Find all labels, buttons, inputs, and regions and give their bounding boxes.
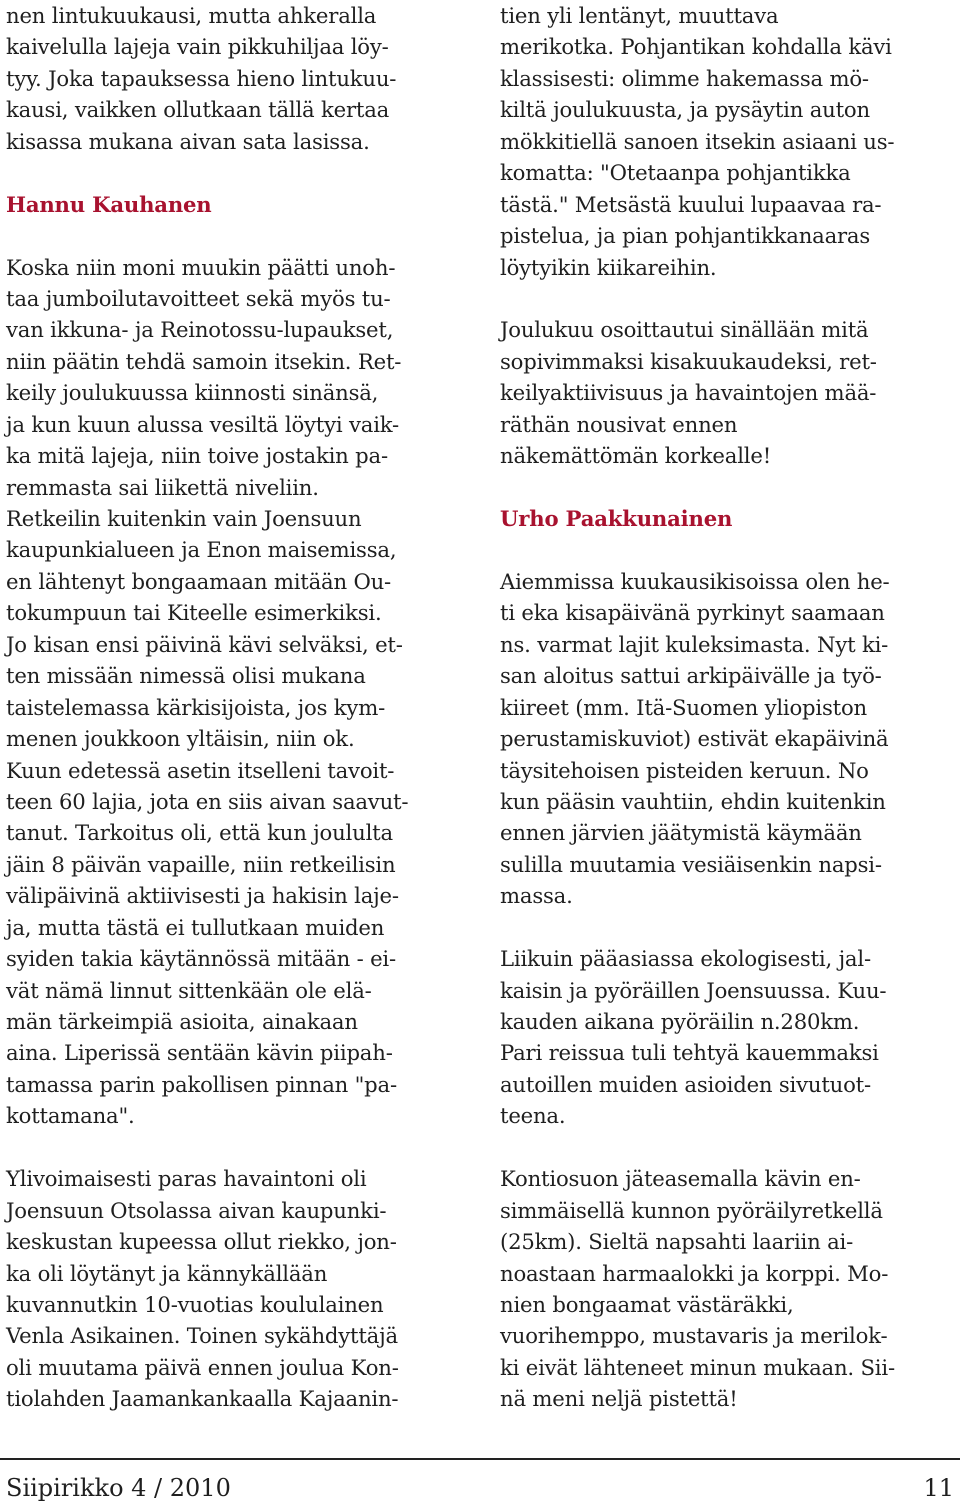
text-line: teen 60 lajia, jota en siis aivan saavut-: [6, 788, 409, 814]
text-line: Kontiosuon jäteasemalla kävin en-: [500, 1166, 861, 1192]
text-line: niin päätin tehdä samoin itsekin. Ret-: [6, 348, 402, 374]
paragraph: [6, 252, 464, 1132]
text-line: oli muutama päivä ennen joulua Kon-: [6, 1354, 399, 1380]
text-line: remmasta sai liikettä niveliin.: [6, 474, 319, 500]
paragraph-spacer: [6, 220, 464, 251]
paragraph-spacer: [6, 1132, 464, 1163]
paragraph-spacer: [500, 912, 956, 943]
text-line: vuorihemppo, mustavaris ja merilok-: [500, 1323, 888, 1349]
text-line: ja, mutta tästä ei tullutkaan muiden: [6, 914, 385, 940]
text-line: kaisin ja pyöräillen Joensuussa. Kuu-: [500, 977, 887, 1003]
text-line: täysitehoisen pisteiden keruun. No: [500, 757, 869, 783]
right-column: [500, 0, 956, 1415]
text-line: keskustan kupeessa ollut riekko, jon-: [6, 1229, 397, 1255]
paragraph: [6, 1163, 464, 1415]
text-line: ka mitä lajeja, niin toive jostakin pa-: [6, 443, 388, 469]
text-line: ten missään nimessä olisi mukana: [6, 663, 366, 689]
text-line: tanut. Tarkoitus oli, että kun joululta: [6, 820, 393, 846]
text-line: ki eivät lähteneet minun mukaan. Sii-: [500, 1354, 895, 1380]
text-line: perustamiskuviot) estivät ekapäivinä: [500, 726, 889, 752]
paragraph-spacer: [500, 472, 956, 503]
text-line: löytyikin kiikareihin.: [500, 254, 717, 280]
text-line: teena.: [500, 1103, 566, 1129]
text-line: keilyaktiivisuus ja havaintojen mää-: [500, 380, 877, 406]
text-line: Koska niin moni muukin päätti unoh-: [6, 254, 396, 280]
paragraph: [500, 1163, 956, 1415]
text-line: klassisesti: olimme hakemassa mö-: [500, 65, 869, 91]
text-line: simmäisellä kunnon pyöräilyretkellä: [500, 1197, 883, 1223]
footer-divider: [0, 1458, 960, 1460]
text-line: van ikkuna- ja Reinotossu-lupaukset,: [6, 317, 394, 343]
text-line: mökkitiellä sanoen itsekin asiaani us-: [500, 128, 895, 154]
text-line: tien yli lentänyt, muuttava: [500, 3, 779, 28]
text-line: kiireet (mm. Itä-Suomen yliopiston: [500, 694, 867, 720]
text-line: menen joukkoon yltäisin, niin ok.: [6, 726, 355, 752]
text-line: ns. varmat lajit kuleksimasta. Nyt ki-: [500, 631, 889, 657]
text-line: jäin 8 päivän vapaille, niin retkeilisin: [6, 851, 396, 877]
text-line: aina. Liperissä sentään kävin piipah-: [6, 1040, 393, 1066]
text-line: merikotka. Pohjantikan kohdalla kävi: [500, 34, 892, 60]
text-line: keily joulukuussa kiinnosti sinänsä,: [6, 380, 379, 406]
text-line: Kuun edetessä asetin itselleni tavoit-: [6, 757, 395, 783]
text-line: näkemättömän korkealle!: [500, 443, 772, 469]
text-line: taistelemassa kärkisijoista, jos kym-: [6, 694, 386, 720]
text-line: kaivelulla lajeja vain pikkuhiljaa löy-: [6, 34, 389, 60]
paragraph-spacer: [500, 534, 956, 565]
text-line: ka oli löytänyt ja kännykällään: [6, 1260, 328, 1286]
text-line: kaupunkialueen ja Enon maisemissa,: [6, 537, 397, 563]
text-line: en lähtenyt bongaamaan mitään Ou-: [6, 568, 392, 594]
text-line: syiden takia käytännössä mitään - ei-: [6, 946, 396, 972]
text-line: massa.: [500, 883, 573, 909]
paragraph-spacer: [500, 283, 956, 314]
text-line: taa jumboilutavoitteet sekä myös tu-: [6, 285, 391, 311]
footer-publication-title: Siipirikko 4 / 2010: [6, 1474, 231, 1502]
text-line: tästä." Metsästä kuului lupaavaa ra-: [500, 191, 882, 217]
paragraph: [500, 0, 956, 283]
text-line: autoillen muiden asioiden sivutuot-: [500, 1071, 871, 1097]
left-column: [6, 0, 464, 1415]
text-line: män tärkeimpiä asioita, ainakaan: [6, 1009, 358, 1034]
text-line: Jo kisan ensi päivinä kävi selväksi, et-: [6, 631, 403, 657]
text-line: Ylivoimaisesti paras havaintoni oli: [6, 1166, 367, 1192]
text-line: nien bongaamat västäräkki,: [500, 1291, 794, 1317]
text-line: (25km). Sieltä napsahti laariin ai-: [500, 1229, 854, 1255]
text-line: Pari reissua tuli tehtyä kauemmaksi: [500, 1040, 879, 1066]
text-line: Joensuun Otsolassa aivan kaupunki-: [6, 1197, 387, 1223]
footer-page-number: 11: [923, 1474, 954, 1502]
paragraph: [500, 314, 956, 471]
text-line: kottamana".: [6, 1103, 135, 1129]
section-heading: Urho Paakkunainen: [500, 506, 733, 531]
text-line: Venla Asikainen. Toinen sykähdyttäjä: [6, 1323, 398, 1349]
text-line: tyy. Joka tapauksessa hieno lintukuu-: [6, 65, 397, 91]
text-line: Aiemmissa kuukausikisoissa olen he-: [500, 568, 890, 594]
text-line: vät nämä linnut sittenkään ole elä-: [6, 977, 372, 1003]
text-line: nen lintukuukausi, mutta ahkeralla: [6, 3, 377, 28]
text-line: sopivimmaksi kisakuukaudeksi, ret-: [500, 348, 877, 374]
text-line: kauden aikana pyöräilin n.280km.: [500, 1009, 860, 1034]
text-line: sulilla muutamia vesiäisenkin napsi-: [500, 851, 882, 877]
text-line: tamassa parin pakollisen pinnan "pa-: [6, 1071, 397, 1097]
text-line: räthän nousivat ennen: [500, 411, 738, 437]
text-line: Joulukuu osoittautui sinällään mitä: [500, 317, 869, 343]
text-line: kuvannutkin 10-vuotias koululainen: [6, 1291, 384, 1317]
text-line: kausi, vaikken ollutkaan tällä kertaa: [6, 97, 390, 123]
text-line: pistelua, ja pian pohjantikkanaaras: [500, 223, 871, 249]
text-line: kiltä joulukuusta, ja pysäytin auton: [500, 97, 870, 123]
paragraph-spacer: [500, 1132, 956, 1163]
paragraph: [6, 0, 464, 157]
text-line: tiolahden Jaamankankaalla Kajaanin-: [6, 1386, 399, 1412]
text-line: Liikuin pääasiassa ekologisesti, jal-: [500, 946, 871, 972]
paragraph: [500, 566, 956, 912]
text-line: ennen järvien jäätymistä käymään: [500, 820, 862, 846]
text-line: kisassa mukana aivan sata lasissa.: [6, 128, 370, 154]
text-line: Retkeilin kuitenkin vain Joensuun: [6, 506, 362, 531]
text-line: noastaan harmaalokki ja korppi. Mo-: [500, 1260, 889, 1286]
section-heading: Hannu Kauhanen: [6, 191, 212, 217]
text-line: san aloitus sattui arkipäivälle ja työ-: [500, 663, 882, 689]
text-line: kun pääsin vauhtiin, ehdin kuitenkin: [500, 788, 886, 814]
text-line: nä meni neljä pistettä!: [500, 1386, 738, 1412]
text-line: ja kun kuun alussa vesiltä löytyi vaik-: [6, 411, 399, 437]
paragraph-spacer: [6, 157, 464, 188]
text-line: tokumpuun tai Kiteelle esimerkiksi.: [6, 600, 382, 626]
text-line: ti eka kisapäivänä pyrkinyt saamaan: [500, 600, 885, 626]
text-line: välipäivinä aktiivisesti ja hakisin laje-: [6, 883, 399, 909]
text-line: komatta: "Otetaanpa pohjantikka: [500, 160, 851, 186]
paragraph: [500, 943, 956, 1132]
